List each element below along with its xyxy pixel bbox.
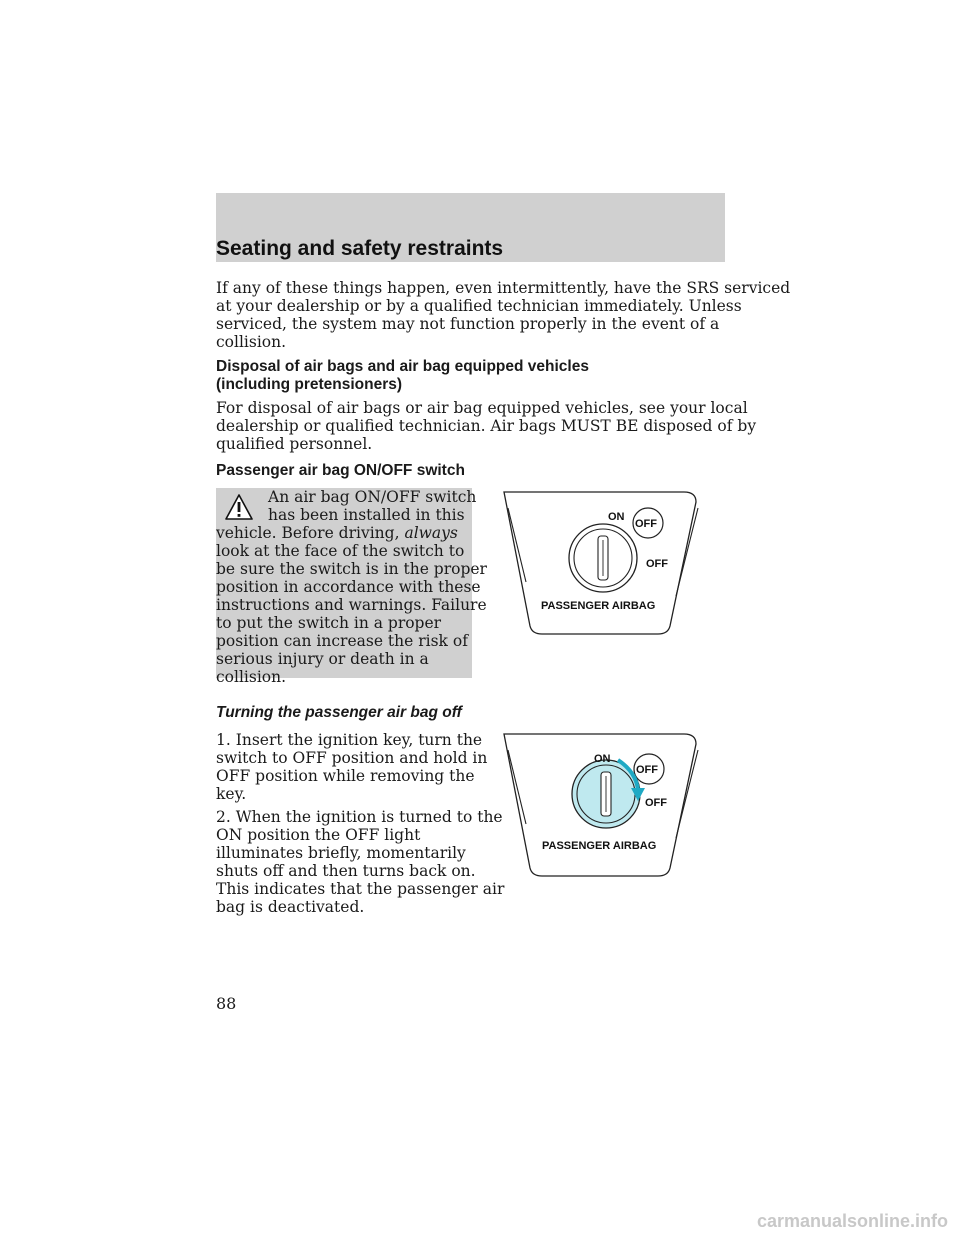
off-light-label: OFF [636,764,658,776]
step1-paragraph [216,731,488,803]
warning-line: instructions and warnings. Failure [216,596,487,614]
warning-line: position can increase the risk of [216,632,468,650]
on-label: ON [594,753,611,765]
warning-line: An air bag ON/OFF switch [268,488,477,506]
disposal-line: dealership or qualified technician. Air bags MUST BE disposed of by [216,417,757,435]
warning-line [216,524,464,542]
panel-edge-line [676,750,698,838]
step2-line: ON position the OFF light [216,826,421,844]
step2-line: bag is deactivated. [216,898,365,916]
airbag-switch-diagram-off [500,728,706,880]
warning-line: position in accordance with these [216,578,481,596]
intro-paragraph [216,279,791,351]
step1-line: key. [216,785,247,803]
step2-line: 2. When the ignition is turned to the [216,808,503,826]
airbag-switch-diagram-on [500,486,706,638]
off-label: OFF [645,797,667,809]
warning-box [216,488,487,686]
disposal-heading-line: Disposal of air bags and air bag equipped vehicles [216,358,589,375]
on-label: ON [608,511,625,523]
warning-line: collision. [216,668,287,686]
disposal-line: For disposal of air bags or air bag equipped vehicles, see your local [216,399,748,417]
panel-edge-line [508,508,526,582]
switch-section-heading: Passenger air bag ON/OFF switch [216,462,465,479]
passenger-airbag-label: PASSENGER AIRBAG [541,600,656,612]
step1-line: switch to OFF position and hold in [216,749,488,767]
watermark: carmanualsonline.info [756,1211,948,1231]
warning-text [216,488,487,686]
intro-line: serviced, the system may not function properly in the event of a [216,315,720,333]
section-title: Seating and safety restraints [216,237,504,260]
off-light-label: OFF [635,518,657,530]
off-label: OFF [646,558,668,570]
page-number: 88 [216,994,237,1013]
intro-line: at your dealership or by a qualified technician immediately. Unless [216,297,742,315]
step2-line: This indicates that the passenger air [216,880,505,898]
warning-line: has been installed in this [268,506,465,524]
warning-line: serious injury or death in a [216,650,429,668]
warning-emphasis: always [404,524,458,542]
step1-line: 1. Insert the ignition key, turn the [216,731,483,749]
disposal-paragraph [216,399,757,453]
warning-line: look at the face of the switch to [216,542,465,560]
turning-off-heading: Turning the passenger air bag off [216,704,462,721]
warning-line: be sure the switch is in the proper [216,560,487,578]
disposal-heading-line: (including pretensioners) [216,376,403,393]
intro-line: collision. [216,333,287,351]
step2-line: shuts off and then turns back on. [216,862,476,880]
passenger-airbag-label: PASSENGER AIRBAG [542,840,657,852]
warning-line: to put the switch in a proper [216,614,442,632]
disposal-line: qualified personnel. [216,435,373,453]
intro-line: If any of these things happen, even intermittently, have the SRS serviced [216,279,791,297]
step1-line: OFF position while removing the [216,767,475,785]
disposal-heading [216,358,589,394]
step2-line: illuminates briefly, momentarily [216,844,466,862]
panel-edge-line [508,750,526,824]
warning-line-prefix: vehicle. Before driving, [216,524,400,542]
step2-paragraph [216,808,505,916]
panel-edge-line [676,508,698,596]
